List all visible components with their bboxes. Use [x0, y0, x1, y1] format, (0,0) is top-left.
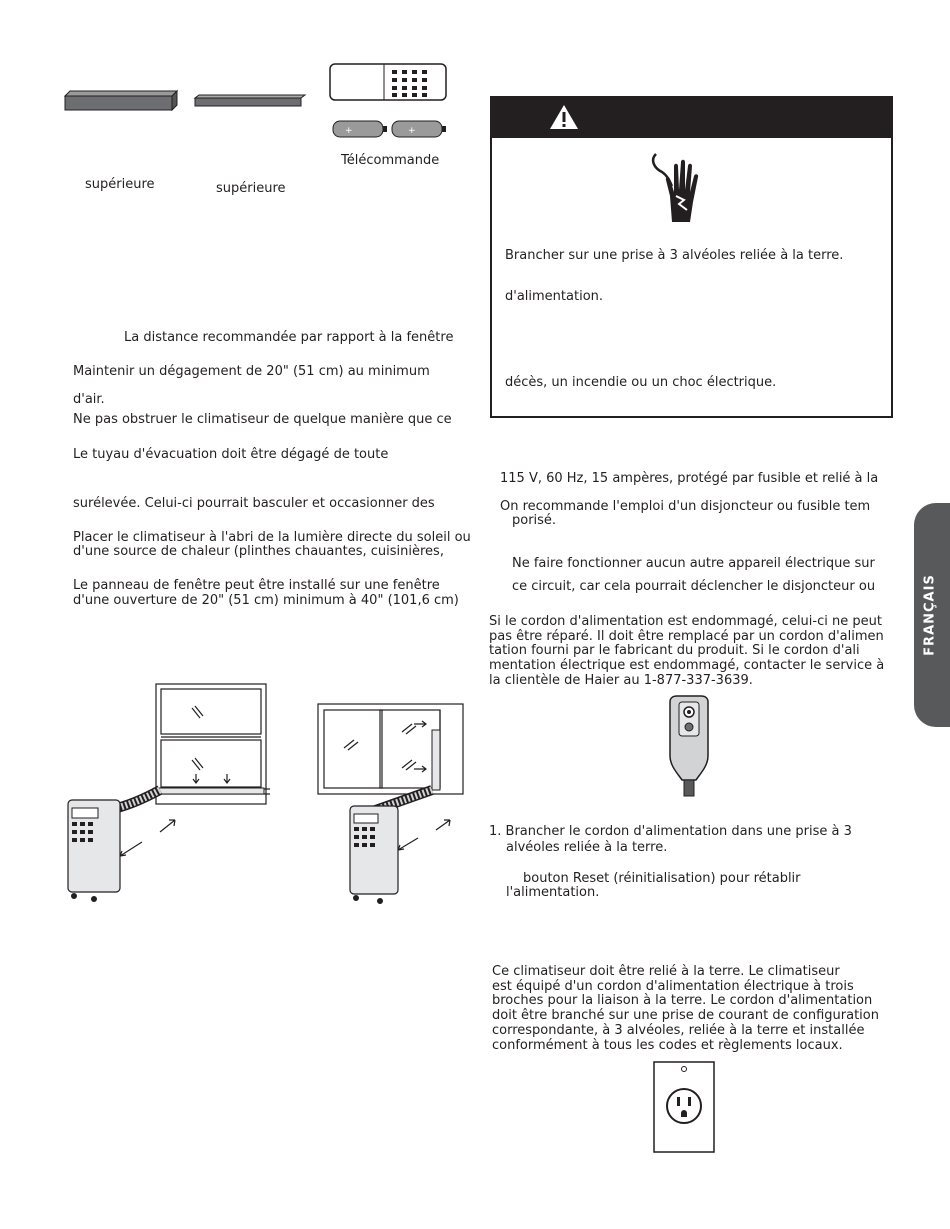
grounding-line-5: correspondante, à 3 alvéoles, reliée à la terre et installée: [492, 1023, 865, 1038]
exhaust-hose-text: Le tuyau d'évacuation doit être dégagé de toute: [73, 447, 389, 462]
grounding-line-3: broches pour la liaison à la terre. Le cordon d'alimentation: [492, 993, 873, 1008]
raised-surface-text: surélevée. Celui-ci pourrait basculer et occasionner des: [73, 496, 435, 511]
air-text: d'air.: [73, 392, 105, 407]
warning-header: [492, 98, 891, 138]
window-panel-text-1: Le panneau de fenêtre peut être installé sur une fenêtre: [73, 578, 440, 593]
breaker-text-1: On recommande l'emploi d'un disjoncteur ou fusible tem: [500, 499, 871, 514]
wall-outlet-icon: [652, 1060, 716, 1154]
no-obstruction-text: Ne pas obstruer le climatiseur de quelque manière que ce: [73, 412, 452, 427]
warning-death-text: décès, un incendie ou un choc électrique.: [505, 375, 777, 390]
step-1-text-2: alvéoles reliée à la terre.: [506, 840, 668, 855]
window-slider-illustration: [192, 93, 308, 109]
language-side-tab-label: FRANÇAIS: [922, 574, 938, 656]
warning-triangle-icon: [548, 103, 580, 131]
remote-label: Télécommande: [341, 153, 440, 168]
circuit-text-2: ce circuit, car cela pourrait déclencher le disjoncteur ou: [512, 579, 876, 594]
damaged-cord-line-4: mentation électrique est endommagé, contacter le service à: [489, 658, 885, 673]
svg-text:+: +: [345, 126, 353, 136]
plug-reset-icon: [664, 694, 714, 798]
svg-text:+: +: [408, 126, 416, 136]
damaged-cord-line-2: pas être réparé. Il doit être remplacé par un cordon d'alimen: [489, 629, 884, 644]
grounding-line-1: Ce climatiseur doit être relié à la terre. Le climatiseur: [492, 964, 840, 979]
grounding-line-6: conformément à tous les codes et règlements locaux.: [492, 1038, 843, 1053]
recommended-distance-text: La distance recommandée par rapport à la fenêtre: [124, 330, 454, 345]
grounding-line-4: doit être branché sur une prise de courant de configuration: [492, 1008, 879, 1023]
window-panel-text-2: d'une ouverture de 20" (51 cm) minimum à 40" (101,6 cm): [73, 593, 459, 608]
step-1-text-1: 1. Brancher le cordon d'alimentation dans une prise à 3: [489, 824, 852, 839]
warning-box: [490, 96, 893, 418]
grounding-line-2: est équipé d'un cordon d'alimentation électrique à trois: [492, 979, 854, 994]
damaged-cord-line-1: Si le cordon d'alimentation est endommagé, celui-ci ne peut: [489, 614, 882, 629]
step-2-text-1: bouton Reset (réinitialisation) pour rétablir: [523, 871, 801, 886]
sunlight-text-1: Placer le climatiseur à l'abri de la lumière directe du soleil ou: [73, 530, 471, 545]
damaged-cord-line-3: tation fourni par le fabricant du produit. Si le cordon d'ali: [489, 643, 860, 658]
sliding-window-installation-illustration: [310, 700, 470, 910]
electric-shock-hand-icon: [648, 150, 708, 226]
remote-control-illustration: [328, 62, 450, 104]
breaker-text-2: porisé.: [512, 513, 557, 528]
sunlight-text-2: d'une source de chaleur (plinthes chauantes, cuisinières,: [73, 544, 444, 559]
top-panel-label: supérieure: [85, 177, 155, 192]
warning-ground-text: Brancher sur une prise à 3 alvéoles reliée à la terre.: [505, 248, 844, 263]
window-panel-illustration: [62, 88, 182, 112]
damaged-cord-line-5: la clientèle de Haier au 1-877-337-3639.: [489, 673, 753, 688]
top-slider-label: supérieure: [216, 181, 286, 196]
clearance-text: Maintenir un dégagement de 20" (51 cm) au minimum: [73, 364, 430, 379]
warning-cord-text: d'alimentation.: [505, 289, 604, 304]
step-2-text-2: l'alimentation.: [506, 885, 600, 900]
circuit-text-1: Ne faire fonctionner aucun autre appareil électrique sur: [512, 556, 875, 571]
batteries-illustration: [330, 118, 450, 140]
vertical-window-installation-illustration: [60, 680, 280, 910]
voltage-text: 115 V, 60 Hz, 15 ampères, protégé par fusible et relié à la: [500, 471, 879, 486]
